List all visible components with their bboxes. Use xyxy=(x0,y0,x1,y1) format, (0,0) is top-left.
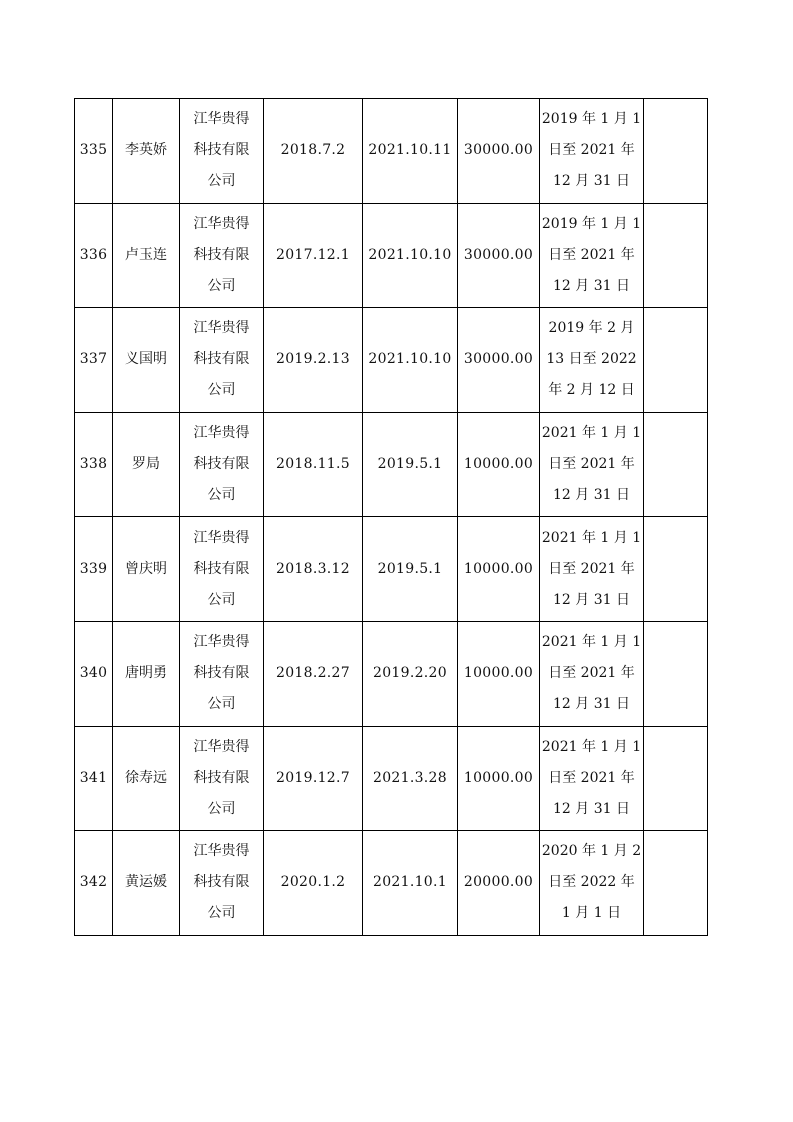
record-table xyxy=(74,98,708,936)
period-lines xyxy=(540,627,643,720)
period-line: 日至 2021 年 xyxy=(548,769,635,786)
company-cell xyxy=(180,621,264,726)
company-cell xyxy=(180,726,264,831)
period-cell xyxy=(540,99,644,204)
company-line: 科技有限 xyxy=(193,456,250,473)
table-row xyxy=(75,203,708,308)
name-cell: 李英娇 xyxy=(113,99,180,204)
row-index-cell: 341 xyxy=(75,726,113,831)
table-row xyxy=(75,621,708,726)
start-date-cell: 2019.2.13 xyxy=(264,308,363,413)
company-cell xyxy=(180,203,264,308)
table-row xyxy=(75,517,708,622)
table-row xyxy=(75,308,708,413)
company-line: 江华贵得 xyxy=(193,529,250,546)
company-line: 江华贵得 xyxy=(193,843,250,860)
period-line: 12 月 31 日 xyxy=(553,173,630,190)
company-line: 科技有限 xyxy=(193,142,250,159)
period-lines xyxy=(540,836,643,929)
name-cell: 曾庆明 xyxy=(113,517,180,622)
period-cell xyxy=(540,831,644,936)
company-lines xyxy=(180,209,263,302)
period-cell xyxy=(540,412,644,517)
table-row xyxy=(75,412,708,517)
company-line: 公司 xyxy=(207,696,236,713)
company-lines xyxy=(180,523,263,616)
period-line: 日至 2021 年 xyxy=(548,246,635,263)
end-date-cell: 2021.10.10 xyxy=(363,203,458,308)
period-line: 2021 年 1 月 1 xyxy=(541,529,642,546)
remark-cell xyxy=(644,831,708,936)
start-date-cell: 2018.2.27 xyxy=(264,621,363,726)
company-lines xyxy=(180,732,263,825)
period-cell xyxy=(540,308,644,413)
remark-cell xyxy=(644,99,708,204)
period-line: 年 2 月 12 日 xyxy=(548,382,635,399)
table-row xyxy=(75,831,708,936)
period-lines xyxy=(540,313,643,406)
period-line: 日至 2021 年 xyxy=(548,456,635,473)
period-line: 12 月 31 日 xyxy=(553,800,630,817)
start-date-cell: 2019.12.7 xyxy=(264,726,363,831)
amount-cell: 10000.00 xyxy=(458,726,540,831)
period-lines xyxy=(540,104,643,197)
company-line: 江华贵得 xyxy=(193,425,250,442)
period-line: 日至 2021 年 xyxy=(548,665,635,682)
period-lines xyxy=(540,523,643,616)
company-lines xyxy=(180,104,263,197)
row-index-cell: 336 xyxy=(75,203,113,308)
period-cell xyxy=(540,203,644,308)
period-line: 13 日至 2022 xyxy=(546,351,637,368)
amount-cell: 10000.00 xyxy=(458,412,540,517)
company-line: 科技有限 xyxy=(193,769,250,786)
company-line: 公司 xyxy=(207,173,236,190)
period-line: 2019 年 1 月 1 xyxy=(541,215,642,232)
company-line: 公司 xyxy=(207,382,236,399)
period-lines xyxy=(540,732,643,825)
company-line: 公司 xyxy=(207,591,236,608)
period-line: 2019 年 1 月 1 xyxy=(541,111,642,128)
period-line: 2021 年 1 月 1 xyxy=(541,634,642,651)
start-date-cell: 2018.7.2 xyxy=(264,99,363,204)
remark-cell xyxy=(644,412,708,517)
name-cell: 义国明 xyxy=(113,308,180,413)
period-lines xyxy=(540,209,643,302)
period-line: 12 月 31 日 xyxy=(553,487,630,504)
table-body xyxy=(75,99,708,936)
company-line: 江华贵得 xyxy=(193,738,250,755)
company-cell xyxy=(180,412,264,517)
period-line: 日至 2022 年 xyxy=(548,874,635,891)
company-lines xyxy=(180,418,263,511)
period-line: 1 月 1 日 xyxy=(561,905,622,922)
remark-cell xyxy=(644,621,708,726)
period-cell xyxy=(540,621,644,726)
end-date-cell: 2021.3.28 xyxy=(363,726,458,831)
name-cell: 卢玉连 xyxy=(113,203,180,308)
period-line: 日至 2021 年 xyxy=(548,560,635,577)
company-line: 科技有限 xyxy=(193,560,250,577)
company-cell xyxy=(180,831,264,936)
name-cell: 唐明勇 xyxy=(113,621,180,726)
period-cell xyxy=(540,726,644,831)
remark-cell xyxy=(644,308,708,413)
company-cell xyxy=(180,308,264,413)
period-line: 2021 年 1 月 1 xyxy=(541,425,642,442)
row-index-cell: 335 xyxy=(75,99,113,204)
row-index-cell: 342 xyxy=(75,831,113,936)
period-line: 12 月 31 日 xyxy=(553,696,630,713)
end-date-cell: 2021.10.10 xyxy=(363,308,458,413)
table-row xyxy=(75,99,708,204)
company-lines xyxy=(180,627,263,720)
period-line: 2019 年 2 月 xyxy=(548,320,635,337)
amount-cell: 10000.00 xyxy=(458,621,540,726)
company-cell xyxy=(180,517,264,622)
company-line: 科技有限 xyxy=(193,665,250,682)
company-line: 公司 xyxy=(207,277,236,294)
amount-cell: 20000.00 xyxy=(458,831,540,936)
period-line: 日至 2021 年 xyxy=(548,142,635,159)
name-cell: 徐寿远 xyxy=(113,726,180,831)
start-date-cell: 2018.3.12 xyxy=(264,517,363,622)
company-cell xyxy=(180,99,264,204)
amount-cell: 30000.00 xyxy=(458,203,540,308)
table-row xyxy=(75,726,708,831)
amount-cell: 30000.00 xyxy=(458,99,540,204)
start-date-cell: 2017.12.1 xyxy=(264,203,363,308)
end-date-cell: 2019.2.20 xyxy=(363,621,458,726)
end-date-cell: 2021.10.1 xyxy=(363,831,458,936)
remark-cell xyxy=(644,203,708,308)
period-line: 12 月 31 日 xyxy=(553,591,630,608)
row-index-cell: 338 xyxy=(75,412,113,517)
company-line: 科技有限 xyxy=(193,874,250,891)
name-cell: 罗局 xyxy=(113,412,180,517)
row-index-cell: 337 xyxy=(75,308,113,413)
name-cell: 黄运媛 xyxy=(113,831,180,936)
end-date-cell: 2021.10.11 xyxy=(363,99,458,204)
amount-cell: 10000.00 xyxy=(458,517,540,622)
amount-cell: 30000.00 xyxy=(458,308,540,413)
end-date-cell: 2019.5.1 xyxy=(363,412,458,517)
company-line: 江华贵得 xyxy=(193,111,250,128)
remark-cell xyxy=(644,726,708,831)
remark-cell xyxy=(644,517,708,622)
row-index-cell: 340 xyxy=(75,621,113,726)
company-line: 科技有限 xyxy=(193,351,250,368)
company-lines xyxy=(180,836,263,929)
company-line: 江华贵得 xyxy=(193,320,250,337)
company-line: 江华贵得 xyxy=(193,215,250,232)
period-cell xyxy=(540,517,644,622)
end-date-cell: 2019.5.1 xyxy=(363,517,458,622)
period-line: 12 月 31 日 xyxy=(553,277,630,294)
period-line: 2021 年 1 月 1 xyxy=(541,738,642,755)
company-line: 公司 xyxy=(207,800,236,817)
company-line: 公司 xyxy=(207,905,236,922)
row-index-cell: 339 xyxy=(75,517,113,622)
start-date-cell: 2020.1.2 xyxy=(264,831,363,936)
company-line: 公司 xyxy=(207,487,236,504)
start-date-cell: 2018.11.5 xyxy=(264,412,363,517)
company-line: 科技有限 xyxy=(193,246,250,263)
company-line: 江华贵得 xyxy=(193,634,250,651)
company-lines xyxy=(180,313,263,406)
period-lines xyxy=(540,418,643,511)
period-line: 2020 年 1 月 2 xyxy=(541,843,642,860)
